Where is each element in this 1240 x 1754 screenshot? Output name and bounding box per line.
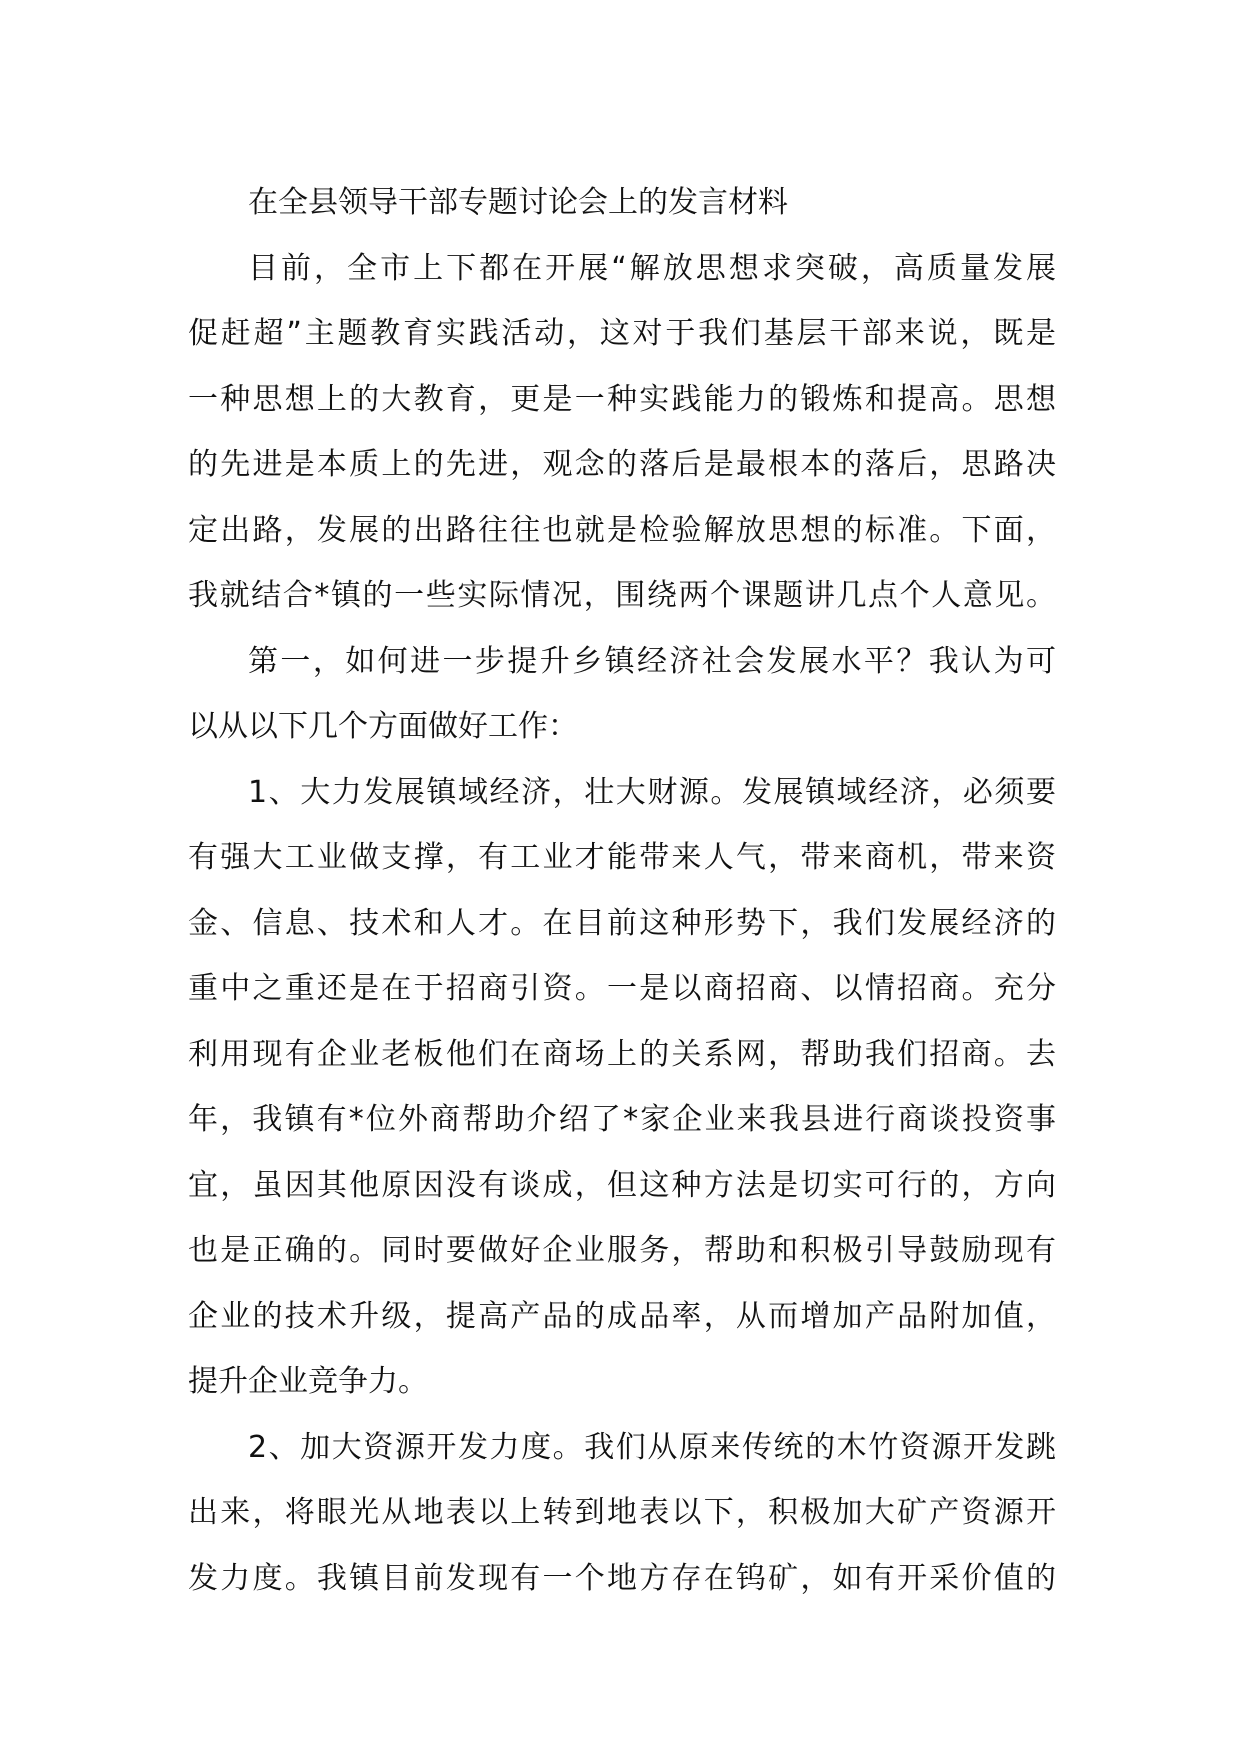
paragraph-line: 促赶超”主题教育实践活动，这对于我们基层干部来说，既是 xyxy=(188,316,1056,351)
paragraph-line: 宜，虽因其他原因没有谈成，但这种方法是切实可行的，方向 xyxy=(188,1167,1056,1203)
paragraph-line: 利用现有企业老板他们在商场上的关系网，帮助我们招商。去 xyxy=(188,1036,1056,1072)
paragraph-item-1 xyxy=(188,760,1056,1415)
paragraph-item-2 xyxy=(188,1415,1056,1612)
document-title: 在全县领导干部专题讨论会上的发言材料 xyxy=(248,185,788,220)
paragraph-intro xyxy=(188,236,1056,629)
paragraph-line: 也是正确的。同时要做好企业服务，帮助和积极引导鼓励现有 xyxy=(188,1233,1056,1268)
document-body xyxy=(188,170,1056,1611)
paragraph-line: 1、大力发展镇域经济，壮大财源。发展镇域经济，必须要 xyxy=(248,774,1056,810)
paragraph-line: 发力度。我镇目前发现有一个地方存在钨矿，如有开采价值的 xyxy=(188,1560,1056,1596)
paragraph-line: 2、加大资源开发力度。我们从原来传统的木竹资源开发跳 xyxy=(248,1429,1056,1465)
paragraph-line: 目前，全市上下都在开展“解放思想求突破，高质量发展 xyxy=(248,250,1056,286)
paragraph-line: 第一，如何进一步提升乡镇经济社会发展水平？我认为可 xyxy=(248,643,1056,679)
paragraph-line: 提升企业竞争力。 xyxy=(188,1364,428,1399)
paragraph-line: 定出路，发展的出路往往也就是检验解放思想的标准。下面， xyxy=(188,512,1056,548)
paragraph-line: 出来，将眼光从地表以上转到地表以下，积极加大矿产资源开 xyxy=(188,1495,1056,1530)
paragraph-first-point xyxy=(188,629,1056,760)
paragraph-line: 重中之重还是在于招商引资。一是以商招商、以情招商。充分 xyxy=(188,971,1056,1006)
paragraph-line: 我就结合*镇的一些实际情况，围绕两个课题讲几点个人意见。 xyxy=(188,578,1056,613)
paragraph-line: 以从以下几个方面做好工作： xyxy=(188,709,578,744)
paragraph-line: 一种思想上的大教育，更是一种实践能力的锻炼和提高。思想 xyxy=(188,381,1056,417)
paragraph-line: 企业的技术升级，提高产品的成品率，从而增加产品附加值， xyxy=(188,1298,1056,1334)
paragraph-line: 有强大工业做支撑，有工业才能带来人气，带来商机，带来资 xyxy=(188,840,1056,875)
paragraph-line: 金、信息、技术和人才。在目前这种形势下，我们发展经济的 xyxy=(188,905,1056,941)
paragraph-line: 的先进是本质上的先进，观念的落后是最根本的落后，思路决 xyxy=(188,447,1056,482)
paragraph-line: 年，我镇有*位外商帮助介绍了*家企业来我县进行商谈投资事 xyxy=(188,1102,1056,1137)
